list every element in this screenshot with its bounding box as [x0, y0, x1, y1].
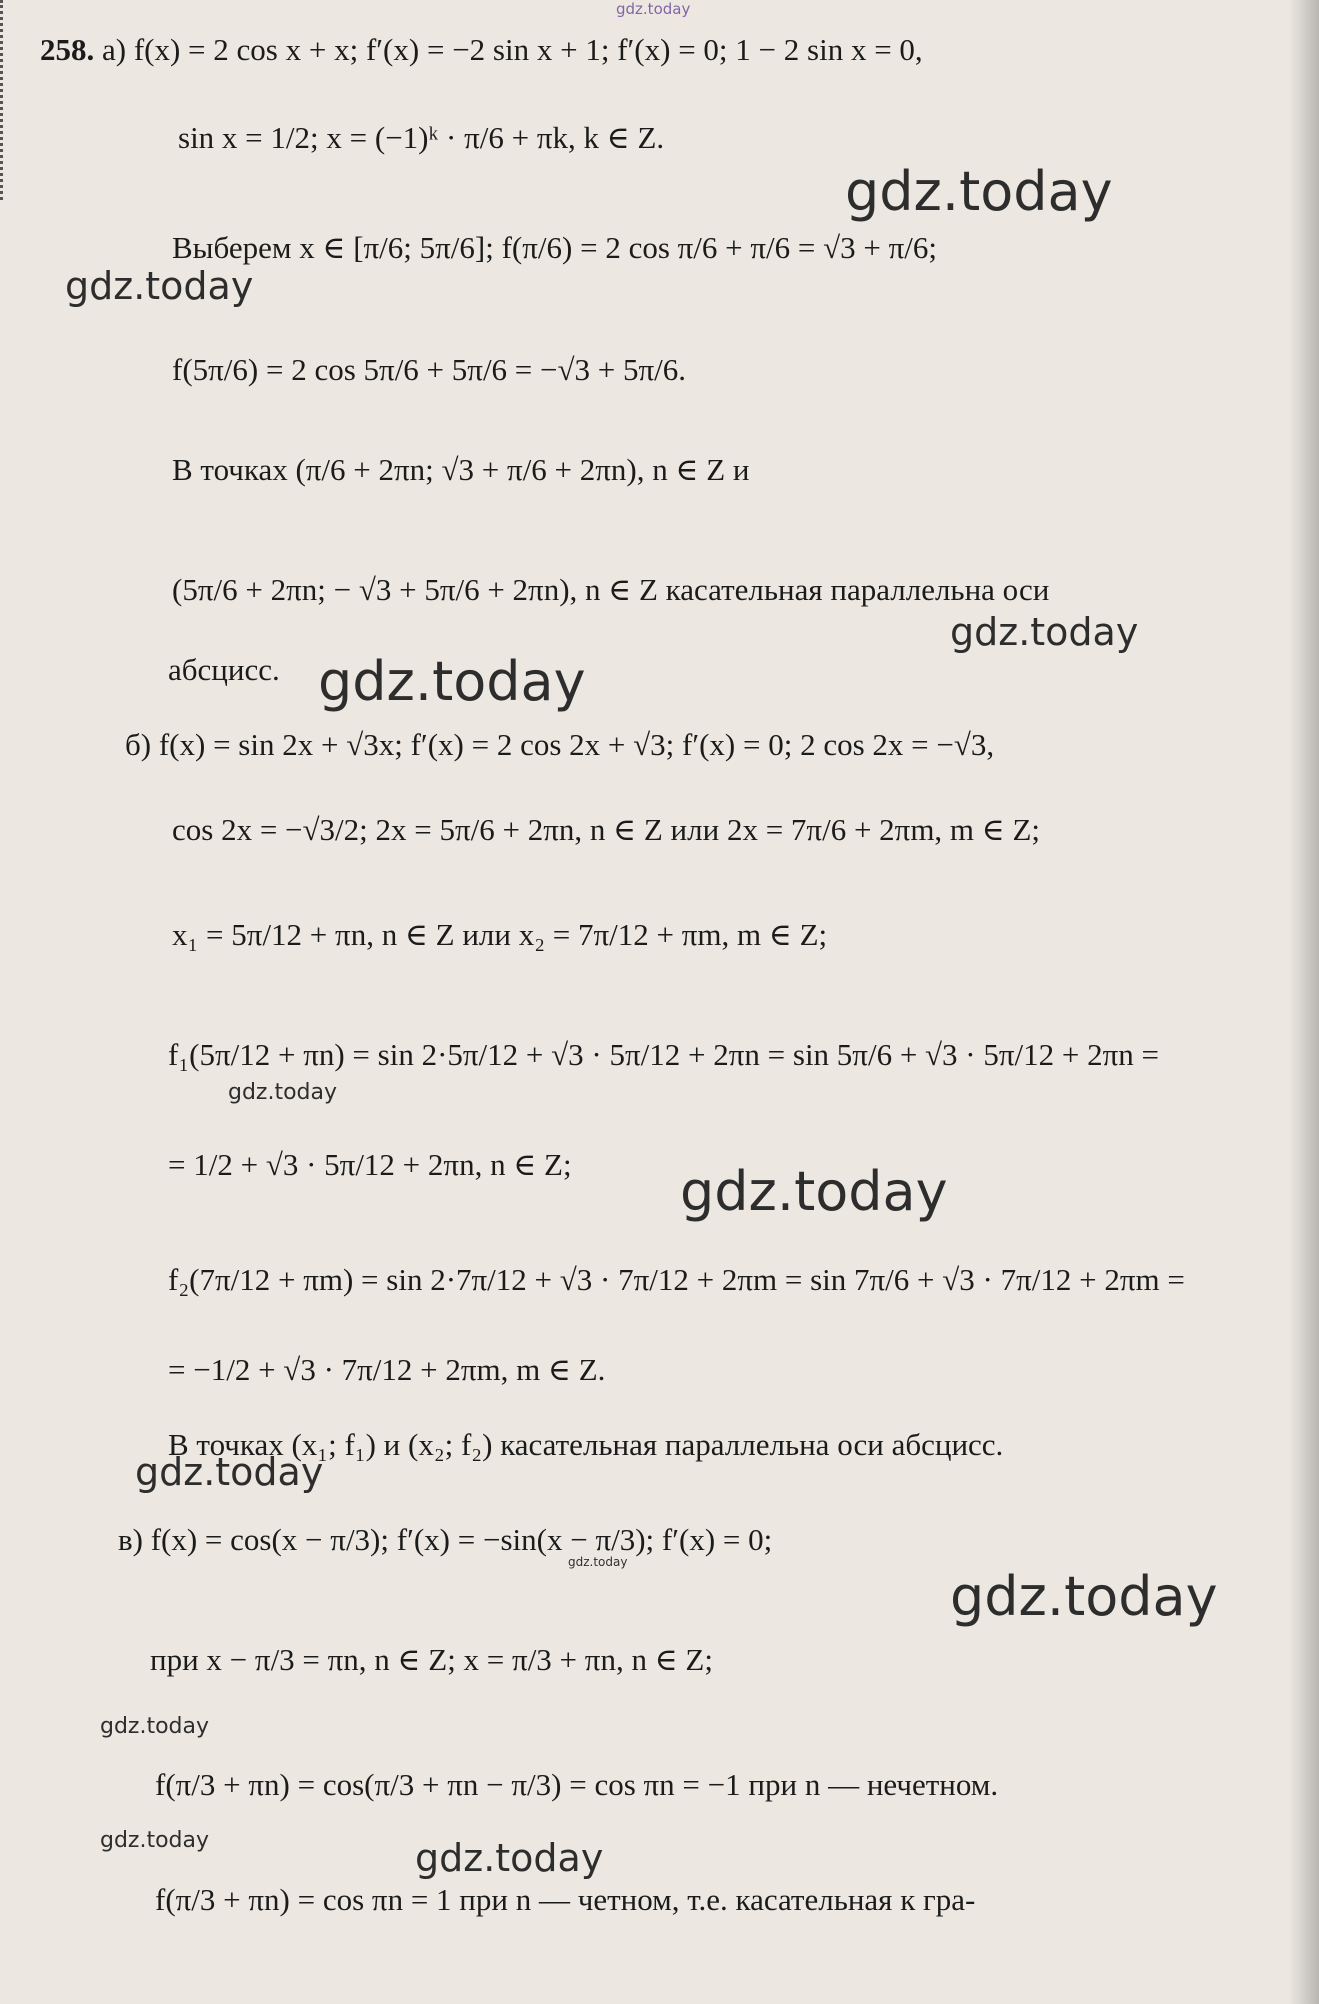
problem-line: [40, 30, 923, 70]
problem-line: Выберем x ∈ [π/6; 5π/6]; f(π/6) = 2 cos π/6 + π/6 = √3 + π/6;: [172, 230, 938, 265]
watermark: gdz.today: [100, 1828, 210, 1853]
margin-dots: [0, 0, 9, 200]
problem-line: В точках (x₁; f₁) и (x₂; f₂) касательная параллельна оси абсцисс.: [168, 1427, 1004, 1462]
problem-line: = −1/2 + √3 · 7π/12 + 2πm, m ∈ Z.: [168, 1352, 606, 1387]
watermark: gdz.today: [680, 1160, 948, 1223]
problem-line: x₁ = 5π/12 + πn, n ∈ Z или x₂ = 7π/12 + πm, m ∈ Z;: [172, 917, 828, 952]
watermark: gdz.today: [845, 160, 1113, 223]
watermark: gdz.today: [228, 1080, 338, 1105]
problem-line: cos 2x = −√3/2; 2x = 5π/6 + 2πn, n ∈ Z или 2x = 7π/6 + 2πm, m ∈ Z;: [172, 812, 1041, 847]
problem-line: абсцисс.: [168, 652, 280, 687]
watermark: gdz.today: [568, 1555, 628, 1569]
problem-line: f(π/3 + πn) = cos(π/3 + πn − π/3) = cos πn = −1 при n — нечетном.: [155, 1767, 999, 1802]
watermark: gdz.today: [318, 650, 586, 713]
watermark: gdz.today: [100, 1714, 210, 1739]
watermark: gdz.today: [415, 1836, 604, 1880]
problem-line: f(π/3 + πn) = cos πn = 1 при n — четном, т.е. касательная к гра-: [155, 1882, 976, 1917]
watermark: gdz.today: [65, 264, 254, 308]
problem-line: sin x = 1/2; x = (−1)ᵏ · π/6 + πk, k ∈ Z.: [178, 120, 665, 155]
problem-line: В точках (π/6 + 2πn; √3 + π/6 + 2πn), n ∈ Z и: [172, 452, 750, 487]
problem-line: (5π/6 + 2πn; − √3 + 5π/6 + 2πn), n ∈ Z касательная параллельна оси: [172, 572, 1050, 607]
problem-line: f₂(7π/12 + πm) = sin 2·7π/12 + √3 · 7π/12 + 2πm = sin 7π/6 + √3 · 7π/12 + 2πm =: [168, 1262, 1185, 1297]
problem-line: f₁(5π/12 + πn) = sin 2·5π/12 + √3 · 5π/12 + 2πn = sin 5π/6 + √3 · 5π/12 + 2πn =: [168, 1037, 1160, 1072]
problem-line: б) f(x) = sin 2x + √3x; f′(x) = 2 cos 2x + √3; f′(x) = 0; 2 cos 2x = −√3,: [125, 727, 995, 762]
problem-text: а) f(x) = 2 cos x + x; f′(x) = −2 sin x + 1; f′(x) = 0; 1 − 2 sin x = 0,: [102, 32, 923, 67]
watermark: gdz.today: [135, 1450, 324, 1494]
problem-line: в) f(x) = cos(x − π/3); f′(x) = −sin(x − π/3); f′(x) = 0;: [118, 1522, 773, 1557]
watermark: gdz.today: [616, 0, 691, 18]
page-edge-shadow: [1289, 0, 1319, 2004]
watermark: gdz.today: [950, 1565, 1218, 1628]
problem-line: при x − π/3 = πn, n ∈ Z; x = π/3 + πn, n ∈ Z;: [150, 1642, 713, 1677]
problem-line: f(5π/6) = 2 cos 5π/6 + 5π/6 = −√3 + 5π/6.: [172, 352, 687, 387]
watermark: gdz.today: [950, 610, 1139, 654]
problem-number: 258.: [40, 32, 95, 67]
problem-line: = 1/2 + √3 · 5π/12 + 2πn, n ∈ Z;: [168, 1147, 572, 1182]
